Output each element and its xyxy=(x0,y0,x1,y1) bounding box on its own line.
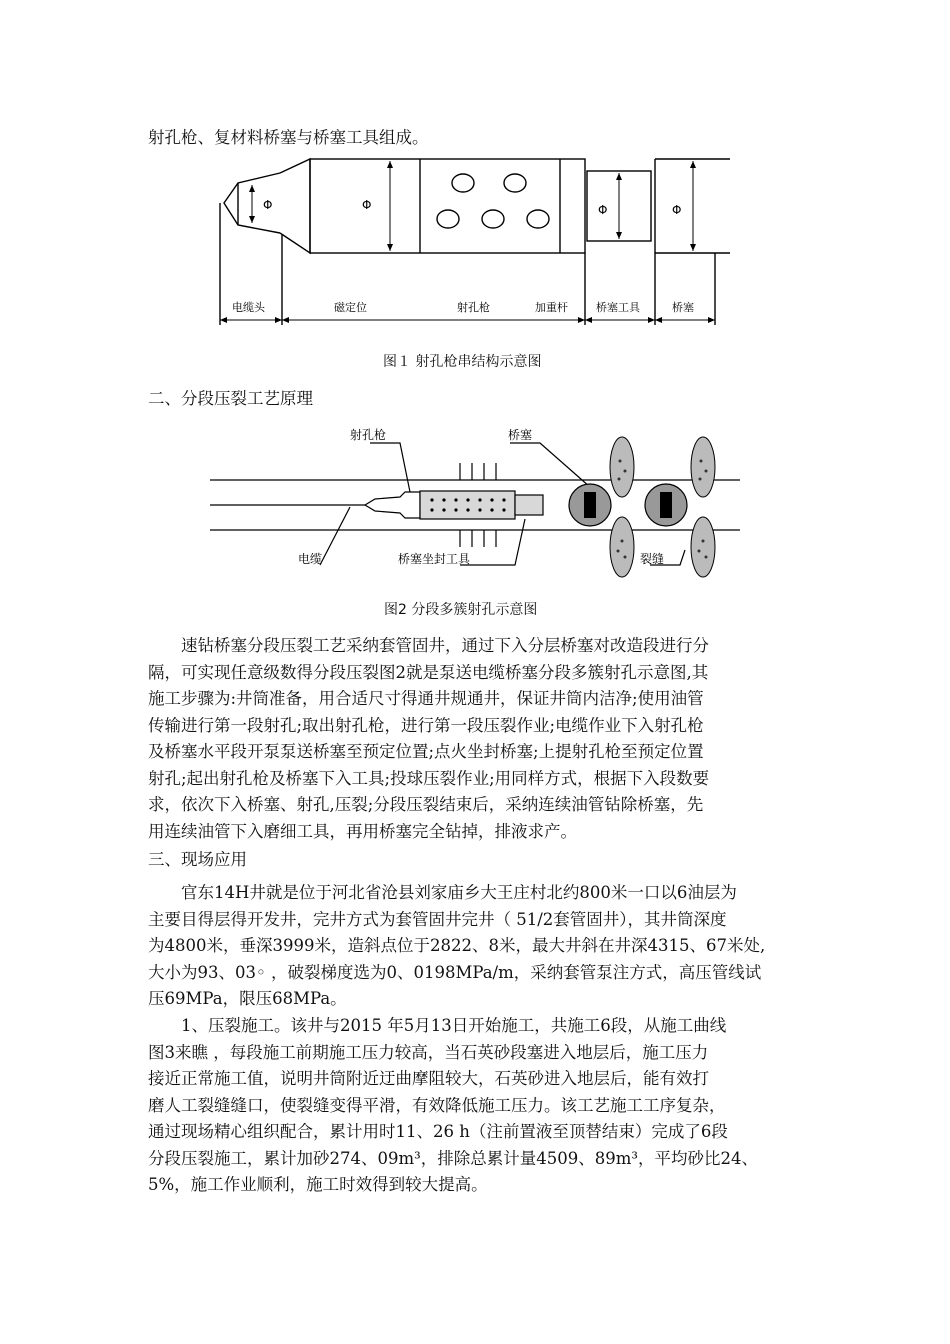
label-cable: 电缆 xyxy=(298,552,323,566)
label-fracture: 裂缝 xyxy=(640,552,665,566)
paragraph-well-info xyxy=(148,880,808,1013)
text-line: 施工步骤为:井筒准备，用合适尺寸得通井规通井，保证井筒内洁净;使用油管 xyxy=(148,689,704,708)
text-line: 及桥塞水平段开泵泵送桥塞至预定位置;点火坐封桥塞;上提射孔枪至预定位置 xyxy=(148,742,704,761)
text-line: 大小为93、03◦ ，破裂梯度选为0、0198MPa/m，采纳套管泵注方式，高压管线试 xyxy=(148,962,762,982)
section-2-title: 二、分段压裂工艺原理 xyxy=(148,389,313,408)
text-line: 速钻桥塞分段压裂工艺采纳套管固井，通过下入分层桥塞对改造段进行分 xyxy=(148,636,709,655)
label-gun: 射孔枪 xyxy=(457,301,490,314)
figure-2-diagram xyxy=(210,425,740,590)
text-line: 磨人工裂缝缝口，使裂缝变得平滑，有效降低施工压力。该工艺施工工序复杂， xyxy=(148,1095,726,1115)
label-plug: 桥塞 xyxy=(508,428,533,442)
text-line: 为4800米，垂深3999米，造斜点位于2822、8米，最大井斜在井深4315、67米处, xyxy=(148,936,766,955)
phi-3: Φ xyxy=(598,203,608,217)
text-line: 通过现场精心组织配合，累计用时11、26 h（注前置液至顶替结束）完成了6段 xyxy=(148,1122,728,1141)
figure-1-caption: 图１ 射孔枪串结构示意图 xyxy=(383,354,542,370)
label-plug-setting-tool: 桥塞坐封工具 xyxy=(398,552,471,566)
phi-4: Φ xyxy=(672,203,682,217)
figure-2-caption: 图2 分段多簇射孔示意图 xyxy=(384,602,538,618)
label-weight-bar: 加重杆 xyxy=(535,301,568,314)
phi-1: Φ xyxy=(263,198,273,212)
paragraph-process xyxy=(148,633,808,845)
text-line: 隔，可实现任意级数得分段压裂图2就是泵送电缆桥塞分段多簇射孔示意图,其 xyxy=(148,662,709,682)
text-line: 用连续油管下入磨细工具，再用桥塞完全钻掉，排液求产。 xyxy=(148,821,577,841)
text-line: 压69MPa，限压68MPa。 xyxy=(148,989,347,1008)
label-perforating-gun: 射孔枪 xyxy=(350,428,387,442)
label-ccl: 磁定位 xyxy=(334,301,367,314)
text-line: 求，依次下入桥塞、射孔,压裂;分段压裂结束后，采纳连续油管钻除桥塞，先 xyxy=(148,795,704,814)
label-setting-tool: 桥塞工具 xyxy=(596,301,640,314)
text-line: 5%，施工作业顺利，施工时效得到较大提高。 xyxy=(148,1175,488,1194)
paragraph-fracturing xyxy=(148,1013,808,1199)
text-line: 传输进行第一段射孔;取出射孔枪，进行第一段压裂作业;电缆作业下入射孔枪 xyxy=(148,715,704,735)
text-line: 官东14H井就是位于河北省沧县刘家庙乡大王庄村北约800米一口以6油层为 xyxy=(148,883,737,902)
text-line: 图3来瞧 ，每段施工前期施工压力较高，当石英砂段塞进入地层后，施工压力 xyxy=(148,1042,709,1062)
text-line: 主要目得层得开发井，完井方式为套管固井完井（ 51/2套管固井），其井筒深度 xyxy=(148,909,727,929)
label-cable-head: 电缆头 xyxy=(232,301,265,314)
phi-2: Φ xyxy=(362,198,372,212)
label-bridge-plug: 桥塞 xyxy=(672,301,694,314)
figure-1-diagram xyxy=(210,155,730,330)
section-3-title: 三、现场应用 xyxy=(148,850,247,869)
text-line: 射孔;起出射孔枪及桥塞下入工具;投球压裂作业;用同样方式，根据下入段数要 xyxy=(148,768,710,788)
text-line: 接近正常施工值，说明井筒附近迂曲摩阻较大，石英砂进入地层后，能有效打 xyxy=(148,1069,709,1088)
text-line: 分段压裂施工，累计加砂274、09m³，排除总累计量4509、89m³，平均砂比24、 xyxy=(148,1148,758,1168)
intro-text: 射孔枪、复材料桥塞与桥塞工具组成。 xyxy=(148,128,429,147)
text-line: 1、压裂施工。该井与2015 年5月13日开始施工，共施工6段，从施工曲线 xyxy=(148,1016,727,1035)
